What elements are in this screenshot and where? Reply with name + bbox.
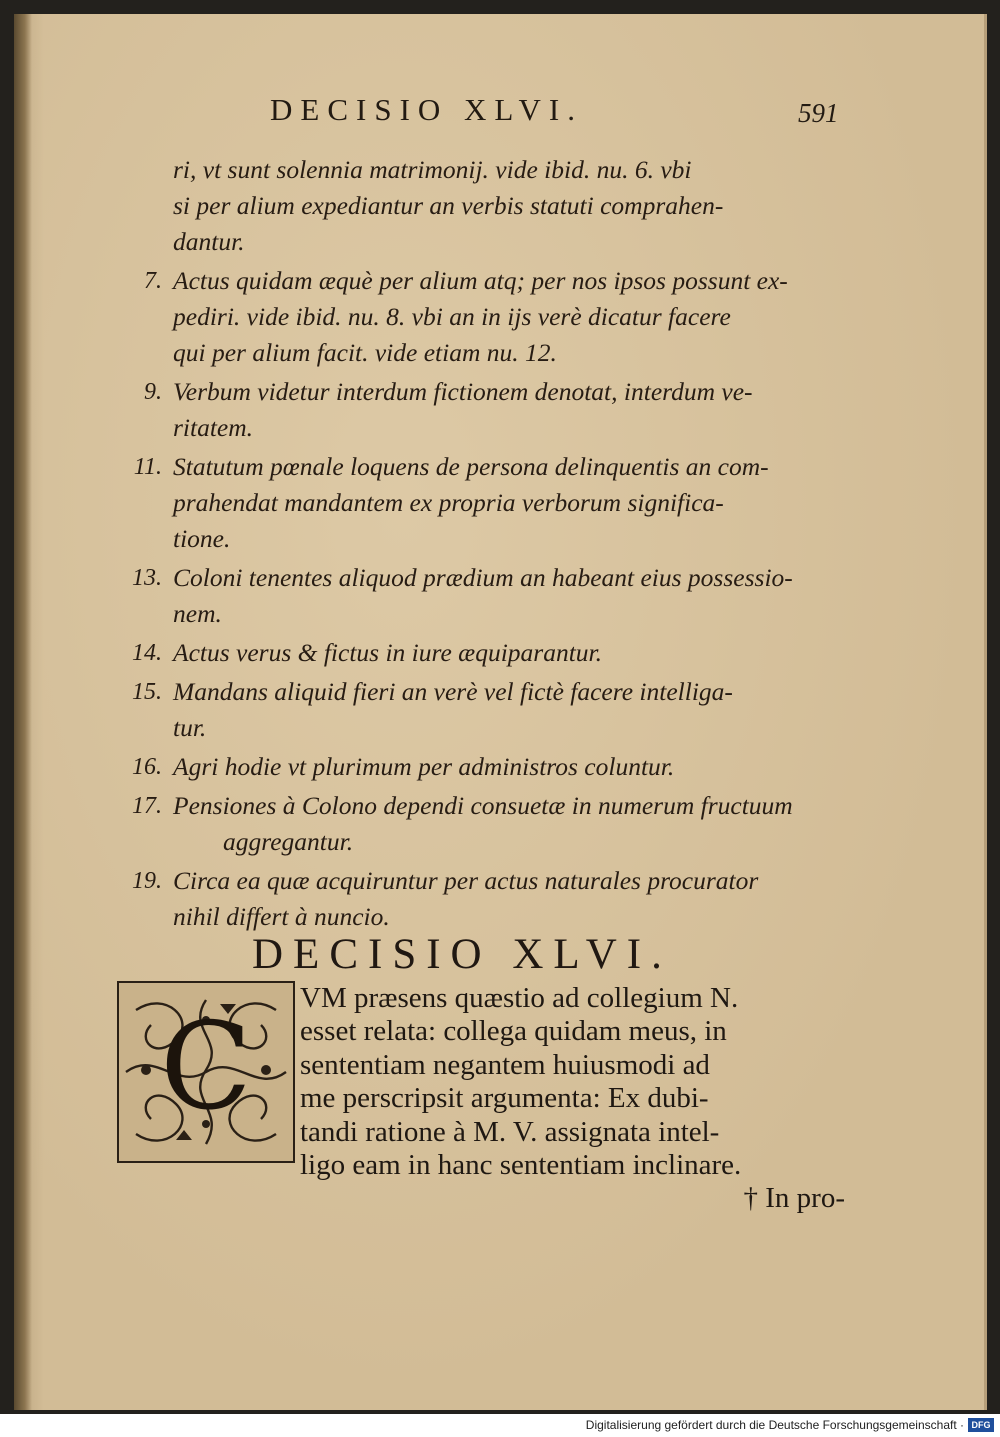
initial-letter: C (160, 998, 252, 1137)
entry-line: Circa ea quæ acquiruntur per actus naturales procurator (173, 866, 759, 895)
entry-line: Agri hodie vt plurimum per administros coluntur. (173, 752, 675, 781)
summary-line: ri, vt sunt solennia matrimonij. vide ibid. nu. 6. vbi (173, 155, 692, 184)
footer-credit: Digitalisierung gefördert durch die Deutsche Forschungsgemeinschaft · (585, 1418, 964, 1432)
page-spine-shadow (14, 14, 32, 1410)
entry-number: 14. (132, 640, 162, 666)
body-line: VM præsens quæstio ad collegium N. (300, 982, 739, 1014)
summary-list (110, 152, 850, 938)
entry-number: 16. (132, 754, 162, 780)
decision-heading: DECISIO XLVI. (252, 931, 672, 978)
entry-line: Actus verus & fictus in iure æquiparantur. (173, 638, 603, 667)
entry-number: 13. (132, 565, 162, 591)
dfg-logo: DFG (968, 1418, 994, 1432)
entry-line: Coloni tenentes aliquod prædium an habeant eius possessio- (173, 563, 793, 592)
body-line: me perscripsit argumenta: Ex dubi- (300, 1082, 709, 1115)
catchword: † In pro- (743, 1182, 845, 1215)
summary-entry (110, 560, 850, 632)
body-line: esset relata: collega quidam meus, in (300, 1015, 727, 1048)
entry-line: tur. (173, 713, 207, 742)
footer-bar (0, 1414, 1000, 1437)
body-line: sententiam negantem huiusmodi ad (300, 1048, 710, 1081)
body-line: ligo eam in hanc sententiam inclinare. (300, 1149, 742, 1182)
summary-entry (110, 863, 850, 935)
entry-line: ritatem. (173, 413, 254, 442)
summary-entry (110, 674, 850, 746)
entry-number: 11. (133, 454, 162, 480)
entry-number: 7. (144, 268, 162, 294)
entry-line: nihil differt à nuncio. (173, 902, 390, 931)
entry-number: 15. (132, 679, 162, 705)
summary-line: dantur. (173, 227, 245, 256)
entry-line: Pensiones à Colono dependi consuetæ in numerum fructuum (173, 791, 793, 820)
entry-number: 9. (144, 379, 162, 405)
entry-number: 19. (132, 868, 162, 894)
summary-entry (110, 635, 850, 671)
decorated-initial-c (116, 980, 296, 1164)
summary-entry (110, 749, 850, 785)
entry-line: qui per alium facit. vide etiam nu. 12. (173, 338, 557, 367)
body-line: tandi ratione à M. V. assignata intel- (300, 1115, 720, 1148)
summary-entry (110, 263, 850, 371)
running-header: DECISIO XLVI. (270, 92, 583, 127)
entry-line: prahendat mandantem ex propria verborum significa- (173, 488, 724, 517)
summary-intro (110, 152, 850, 260)
summary-entry (110, 374, 850, 446)
entry-number: 17. (132, 793, 162, 819)
entry-line: Mandans aliquid fieri an verè vel fictè facere intelliga- (173, 677, 733, 706)
entry-line: tione. (173, 524, 231, 553)
entry-line: nem. (173, 599, 222, 628)
entry-line: Actus quidam æquè per alium atq; per nos ipsos possunt ex- (173, 266, 788, 295)
entry-line: aggregantur. (223, 827, 354, 856)
entry-line: pediri. vide ibid. nu. 8. vbi an in ijs verè dicatur facere (173, 302, 731, 331)
entry-line: Statutum pœnale loquens de persona delinquentis an com- (173, 452, 769, 481)
summary-entry (110, 788, 850, 860)
summary-entry (110, 449, 850, 557)
summary-line: si per alium expediantur an verbis statuti comprahen- (173, 191, 724, 220)
decision-body (300, 982, 845, 1216)
page-number: 591 (798, 98, 839, 128)
entry-line: Verbum videtur interdum fictionem denotat, interdum ve- (173, 377, 753, 406)
